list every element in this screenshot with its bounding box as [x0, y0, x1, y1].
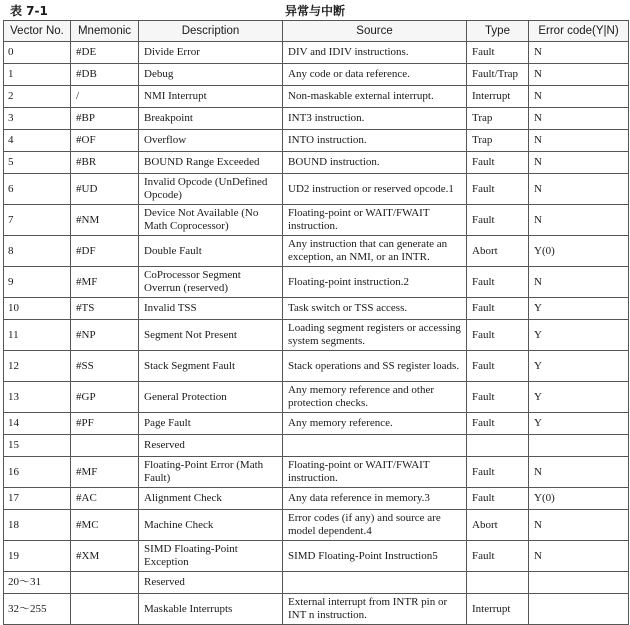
vector-no-cell: 10 [4, 298, 71, 320]
table-row [4, 42, 629, 64]
mnemonic-cell [71, 572, 139, 594]
type-cell: Fault [467, 298, 529, 320]
table-row [4, 594, 629, 625]
source-cell: Loading segment registers or accessing system segments. [283, 320, 467, 351]
mnemonic-cell [71, 594, 139, 625]
type-cell: Fault [467, 541, 529, 572]
error-code-cell: Y [529, 320, 629, 351]
type-cell: Interrupt [467, 594, 529, 625]
header-type: Type [467, 21, 529, 42]
vector-no-cell: 15 [4, 435, 71, 457]
description-cell: Invalid TSS [139, 298, 283, 320]
table-title: 异常与中断 [284, 4, 345, 18]
type-cell: Fault [467, 174, 529, 205]
table-row [4, 108, 629, 130]
table-row [4, 152, 629, 174]
vector-no-cell: 16 [4, 457, 71, 488]
table-row [4, 267, 629, 298]
description-cell: General Protection [139, 382, 283, 413]
vector-no-cell: 3 [4, 108, 71, 130]
type-cell: Fault [467, 42, 529, 64]
error-code-cell: N [529, 130, 629, 152]
source-cell: Task switch or TSS access. [283, 298, 467, 320]
table-row [4, 510, 629, 541]
source-cell: BOUND instruction. [283, 152, 467, 174]
description-cell: Alignment Check [139, 488, 283, 510]
error-code-cell: Y [529, 298, 629, 320]
error-code-cell: N [529, 510, 629, 541]
source-cell: Floating-point or WAIT/FWAIT instruction. [283, 205, 467, 236]
table-row [4, 488, 629, 510]
description-cell: Divide Error [139, 42, 283, 64]
error-code-cell: N [529, 86, 629, 108]
mnemonic-cell: #MF [71, 457, 139, 488]
table-row [4, 382, 629, 413]
source-cell: INTO instruction. [283, 130, 467, 152]
source-cell: Any memory reference. [283, 413, 467, 435]
vector-no-cell: 32～255 [4, 594, 71, 625]
source-cell: Non-maskable external interrupt. [283, 86, 467, 108]
description-cell: Invalid Opcode (UnDefined Opcode) [139, 174, 283, 205]
type-cell: Fault [467, 152, 529, 174]
header-source: Source [283, 21, 467, 42]
source-cell: Any memory reference and other protection checks. [283, 382, 467, 413]
error-code-cell: N [529, 42, 629, 64]
description-cell: Maskable Interrupts [139, 594, 283, 625]
vector-no-cell: 2 [4, 86, 71, 108]
source-cell: SIMD Floating-Point Instruction5 [283, 541, 467, 572]
table-row [4, 572, 629, 594]
table-row [4, 205, 629, 236]
mnemonic-cell: #UD [71, 174, 139, 205]
table-row [4, 130, 629, 152]
description-cell: NMI Interrupt [139, 86, 283, 108]
mnemonic-cell: #DF [71, 236, 139, 267]
error-code-cell: N [529, 174, 629, 205]
mnemonic-cell: #DE [71, 42, 139, 64]
table-row [4, 86, 629, 108]
vector-no-cell: 12 [4, 351, 71, 382]
mnemonic-cell: #BR [71, 152, 139, 174]
table-row [4, 64, 629, 86]
table-number: 表 7-1 [10, 4, 48, 18]
error-code-cell: Y [529, 351, 629, 382]
description-cell: Double Fault [139, 236, 283, 267]
header-vector-no: Vector No. [4, 21, 71, 42]
vector-no-cell: 20～31 [4, 572, 71, 594]
vector-no-cell: 13 [4, 382, 71, 413]
description-cell: Reserved [139, 572, 283, 594]
vector-no-cell: 1 [4, 64, 71, 86]
type-cell: Trap [467, 108, 529, 130]
source-cell: Any instruction that can generate an exception, an NMI, or an INTR. [283, 236, 467, 267]
header-mnemonic: Mnemonic [71, 21, 139, 42]
vector-no-cell: 4 [4, 130, 71, 152]
table-row [4, 320, 629, 351]
table-row [4, 457, 629, 488]
source-cell [283, 572, 467, 594]
type-cell: Fault [467, 351, 529, 382]
source-cell: Any data reference in memory.3 [283, 488, 467, 510]
source-cell: Any code or data reference. [283, 64, 467, 86]
description-cell: SIMD Floating-Point Exception [139, 541, 283, 572]
description-cell: Segment Not Present [139, 320, 283, 351]
description-cell: Stack Segment Fault [139, 351, 283, 382]
table-caption [0, 0, 630, 22]
source-cell: Error codes (if any) and source are model dependent.4 [283, 510, 467, 541]
vector-no-cell: 19 [4, 541, 71, 572]
table-row [4, 541, 629, 572]
error-code-cell: N [529, 541, 629, 572]
mnemonic-cell: #MF [71, 267, 139, 298]
mnemonic-cell: #XM [71, 541, 139, 572]
error-code-cell [529, 435, 629, 457]
mnemonic-cell: / [71, 86, 139, 108]
error-code-cell: N [529, 152, 629, 174]
mnemonic-cell: #DB [71, 64, 139, 86]
source-cell: INT3 instruction. [283, 108, 467, 130]
type-cell [467, 572, 529, 594]
source-cell: Floating-point or WAIT/FWAIT instruction. [283, 457, 467, 488]
exceptions-table [3, 20, 629, 625]
vector-no-cell: 5 [4, 152, 71, 174]
type-cell: Fault [467, 267, 529, 298]
type-cell: Abort [467, 510, 529, 541]
type-cell: Fault [467, 457, 529, 488]
vector-no-cell: 9 [4, 267, 71, 298]
vector-no-cell: 14 [4, 413, 71, 435]
error-code-cell: Y [529, 382, 629, 413]
type-cell: Fault [467, 205, 529, 236]
source-cell: DIV and IDIV instructions. [283, 42, 467, 64]
source-cell: UD2 instruction or reserved opcode.1 [283, 174, 467, 205]
source-cell: External interrupt from INTR pin or INT n instruction. [283, 594, 467, 625]
vector-no-cell: 11 [4, 320, 71, 351]
vector-no-cell: 17 [4, 488, 71, 510]
type-cell: Fault/Trap [467, 64, 529, 86]
vector-no-cell: 8 [4, 236, 71, 267]
source-cell: Stack operations and SS register loads. [283, 351, 467, 382]
table-row [4, 298, 629, 320]
mnemonic-cell: #SS [71, 351, 139, 382]
description-cell: Page Fault [139, 413, 283, 435]
vector-no-cell: 18 [4, 510, 71, 541]
description-cell: Device Not Available (No Math Coprocessor) [139, 205, 283, 236]
mnemonic-cell: #PF [71, 413, 139, 435]
error-code-cell: N [529, 457, 629, 488]
header-row [4, 21, 629, 42]
mnemonic-cell: #NP [71, 320, 139, 351]
type-cell: Fault [467, 413, 529, 435]
description-cell: Machine Check [139, 510, 283, 541]
error-code-cell: Y [529, 413, 629, 435]
mnemonic-cell: #AC [71, 488, 139, 510]
error-code-cell: N [529, 267, 629, 298]
mnemonic-cell: #TS [71, 298, 139, 320]
vector-no-cell: 7 [4, 205, 71, 236]
table-row [4, 174, 629, 205]
description-cell: Debug [139, 64, 283, 86]
source-cell: Floating-point instruction.2 [283, 267, 467, 298]
mnemonic-cell: #MC [71, 510, 139, 541]
header-description: Description [139, 21, 283, 42]
type-cell [467, 435, 529, 457]
description-cell: Overflow [139, 130, 283, 152]
table-row [4, 435, 629, 457]
type-cell: Trap [467, 130, 529, 152]
mnemonic-cell: #OF [71, 130, 139, 152]
description-cell: Reserved [139, 435, 283, 457]
mnemonic-cell [71, 435, 139, 457]
description-cell: Floating-Point Error (Math Fault) [139, 457, 283, 488]
error-code-cell: N [529, 64, 629, 86]
type-cell: Fault [467, 382, 529, 413]
type-cell: Interrupt [467, 86, 529, 108]
description-cell: CoProcessor Segment Overrun (reserved) [139, 267, 283, 298]
error-code-cell: N [529, 205, 629, 236]
table-row [4, 413, 629, 435]
error-code-cell [529, 594, 629, 625]
error-code-cell: N [529, 108, 629, 130]
description-cell: BOUND Range Exceeded [139, 152, 283, 174]
type-cell: Abort [467, 236, 529, 267]
vector-no-cell: 6 [4, 174, 71, 205]
description-cell: Breakpoint [139, 108, 283, 130]
header-error-code: Error code(Y|N) [529, 21, 629, 42]
vector-no-cell: 0 [4, 42, 71, 64]
error-code-cell: Y(0) [529, 488, 629, 510]
type-cell: Fault [467, 488, 529, 510]
table-row [4, 351, 629, 382]
type-cell: Fault [467, 320, 529, 351]
mnemonic-cell: #GP [71, 382, 139, 413]
mnemonic-cell: #NM [71, 205, 139, 236]
error-code-cell [529, 572, 629, 594]
mnemonic-cell: #BP [71, 108, 139, 130]
source-cell [283, 435, 467, 457]
error-code-cell: Y(0) [529, 236, 629, 267]
table-row [4, 236, 629, 267]
